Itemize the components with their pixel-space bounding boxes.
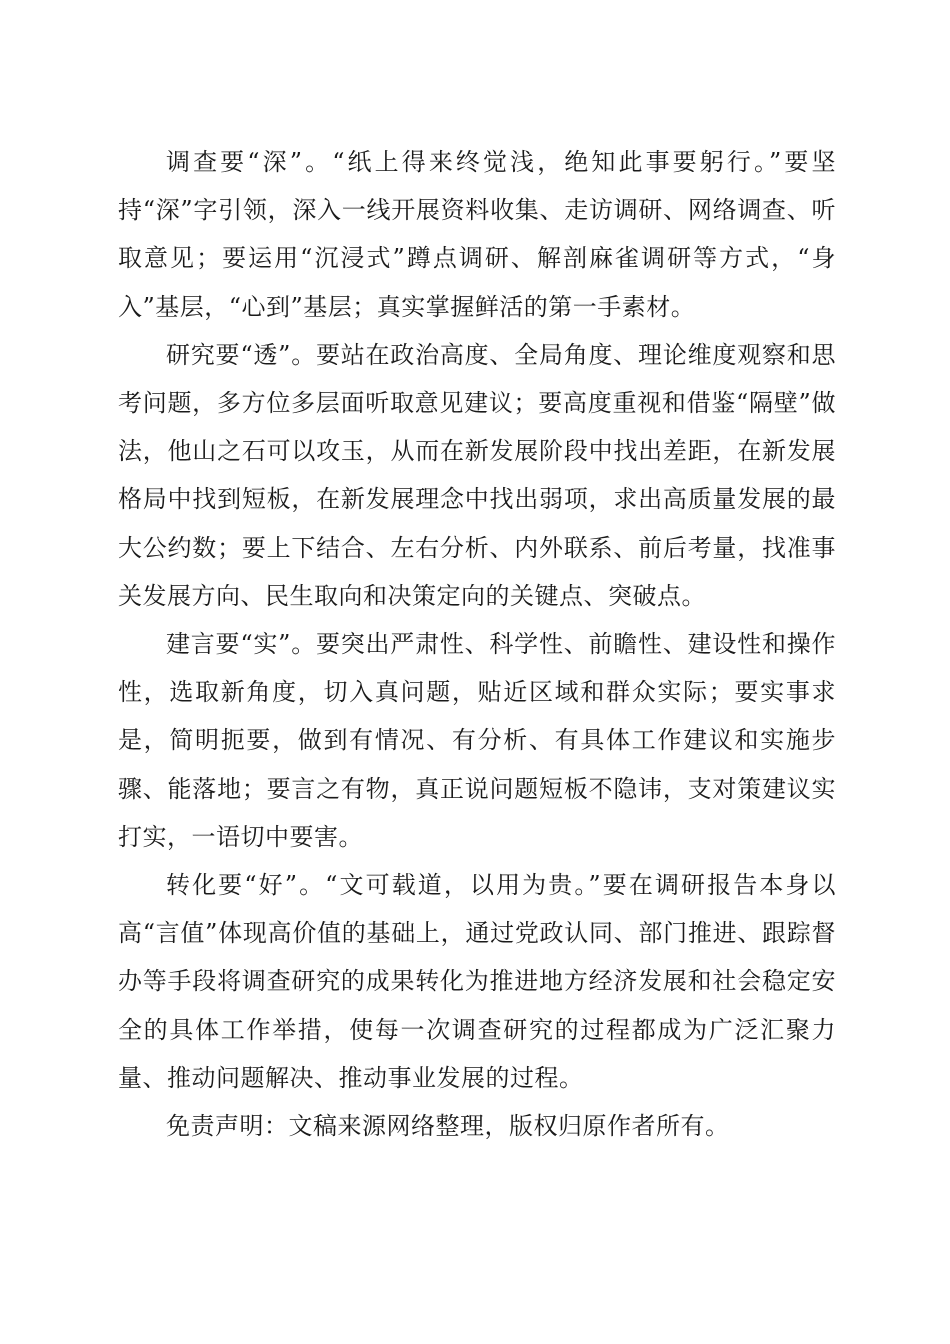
- paragraph-research: 研究要“透”。要站在政治高度、全局角度、理论维度观察和思考问题，多方位多层面听取意见建议；要高度重视和借鉴“隔壁”做法，他山之石可以攻玉，从而在新发展阶段中找出差距，在新发展格局中找到短板，在新发展理念中找出弱项，求出高质量发展的最大公约数；要上下结合、左右分析、内外联系、前后考量，找准事关发展方向、民生取向和决策定向的关键点、突破点。: [118, 340, 836, 610]
- disclaimer: 免责声明：文稿来源网络整理，版权归原作者所有。: [166, 1112, 730, 1141]
- paragraph-investigation: 调查要“深”。“纸上得来终觉浅，绝知此事要躬行。”要坚持“深”字引领，深入一线开展资料收集、走访调研、网络调查、听取意见；要运用“沉浸式”蹲点调研、解剖麻雀调研等方式，“身入”基层，“心到”基层；真实掌握鲜活的第一手素材。: [118, 148, 836, 321]
- paragraph-suggestions: 建言要“实”。要突出严肃性、科学性、前瞻性、建设性和操作性，选取新角度，切入真问题，贴近区域和群众实际；要实事求是，简明扼要，做到有情况、有分析、有具体工作建议和实施步骤、能落地；要言之有物，真正说问题短板不隐讳，支对策建议实打实，一语切中要害。: [118, 630, 836, 851]
- paragraph-transformation: 转化要“好”。“文可载道，以用为贵。”要在调研报告本身以高“言值”体现高价值的基础上，通过党政认同、部门推进、跟踪督办等手段将调查研究的成果转化为推进地方经济发展和社会稳定安全的具体工作举措，使每一次调查研究的过程都成为广泛汇聚力量、推动问题解决、推动事业发展的过程。: [118, 871, 836, 1092]
- document-body: [118, 138, 836, 1150]
